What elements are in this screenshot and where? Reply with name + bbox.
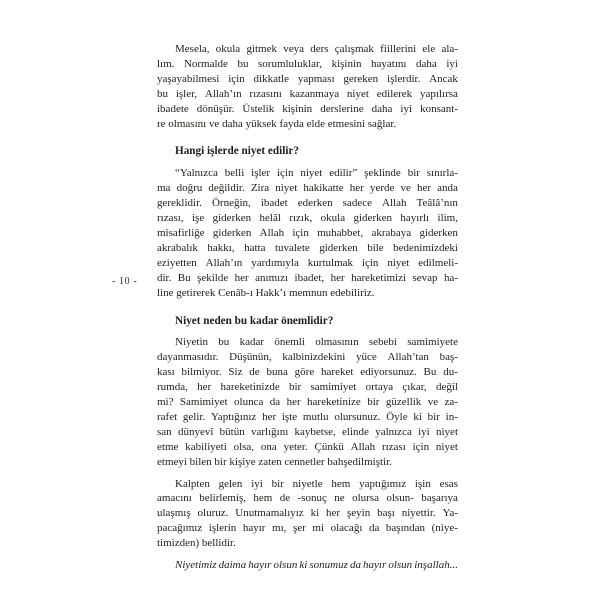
text-line: Kalpten gelen iyi bir niyetle hem yaptığımız işin esas [175, 477, 458, 490]
paragraph [157, 166, 458, 300]
text-line: dir. Bu şekilde her anımızı ibadet, her hareketimizi sevap ha- [157, 271, 458, 284]
text-line: “Yalnızca belli işler için niyet edilir” şeklinde bir sınırla- [175, 167, 458, 180]
text-line: pacağımız işlerin hayır mı, şer mi olacağı da başından (niye- [157, 522, 458, 535]
paragraph [157, 335, 458, 469]
text-line: etme kabiliyeti olsa, ona yeter. Çünkü Allah rızası için niyet [157, 440, 458, 453]
text-line: ma doğru değildir. Zira niyet hakikatte her yerde ve her anda [157, 182, 458, 195]
page-content [157, 42, 458, 580]
text-line: lım. Normalde bu sorumluluklar, kişinin hayatını daha iyi [157, 57, 458, 70]
text-line: ulaşmış oluruz. Unutmamalıyız ki her şeyin başı niyettir. Ya- [157, 507, 458, 520]
text-line: gereklidir. Örneğin, ibadet ederken sadece Allah Teâlâ’nın [157, 197, 458, 210]
text-line: rumda, her hareketinizde bir samimiyet ortaya çıkar, değil [157, 381, 458, 394]
text-line: akrabalık hakkı, hatta tuvalete giderken bile bedenimizdeki [157, 241, 458, 254]
text-line: dayanmasıdır. Düşünün, kalbinizdekini yüce Allah’tan baş- [157, 351, 458, 364]
text-line: Niyetin bu kadar önemli olmasının sebebi samimiyete [175, 336, 458, 349]
text-line: mi? Samimiyet olunca da her hareketinize bir güzellik ve za- [157, 396, 458, 409]
text-line: yaşayabilmesi için dikkatle yapması gereken işlerdir. Ancak [157, 72, 458, 85]
page-number: - 10 - [112, 276, 138, 287]
text-line: ibadete dönüşür. Üstelik kişinin derslerine daha iyi konsant- [157, 102, 458, 115]
paragraph [157, 477, 458, 552]
text-line: re olmasını ve daha yüksek fayda elde etmesini sağlar. [157, 117, 397, 130]
text-line: Mesela, okula gitmek veya ders çalışmak fiillerini ele ala- [175, 43, 458, 55]
text-line: line getirerek Cenâb-ı Hakk’ı memnun edebiliriz. [157, 286, 375, 299]
text-line: timizden) bellidir. [157, 537, 236, 550]
text-line: Niyetimiz daima hayır olsun ki sonumuz da hayır olsun inşallah... [175, 559, 458, 572]
text-line: kası bilmiyor. Siz de buna göre hareket ediyorsunuz. Bu du- [157, 366, 458, 379]
section-heading: Niyet neden bu kadar önemlidir? [175, 314, 334, 327]
closing-line [157, 558, 458, 573]
paragraph [157, 42, 458, 131]
text-line: san dünyevî bütün varlığını kaybetse, elinde yalnızca iyi niyet [157, 425, 458, 438]
text-line: bu işler, Allah’ın rızasını kazanmaya niyet edilerek yapılırsa [157, 87, 458, 100]
text-line: misafirliğe giderken Allah için muhabbet, akrabaya giderken [157, 226, 458, 239]
text-line: etmeyi bilen bir kişiye zaten cennetler bahşedilmiştir. [157, 455, 392, 468]
text-line: eziyetten Allah’ın yardımıyla kurtulmak için niyet edilmeli- [157, 256, 458, 269]
text-line: amacını belirlemiş, hem de -sonuç ne olursa olsun- başarıya [157, 492, 458, 505]
section-heading: Hangi işlerde niyet edilir? [175, 145, 299, 158]
text-line: rafet gelir. Yaptığınız her işte mutlu olursunuz. Öyle ki bir in- [157, 410, 458, 423]
text-line: rızası, işe giderken helâl rızık, okula giderken hayırlı ilim, [157, 212, 458, 225]
